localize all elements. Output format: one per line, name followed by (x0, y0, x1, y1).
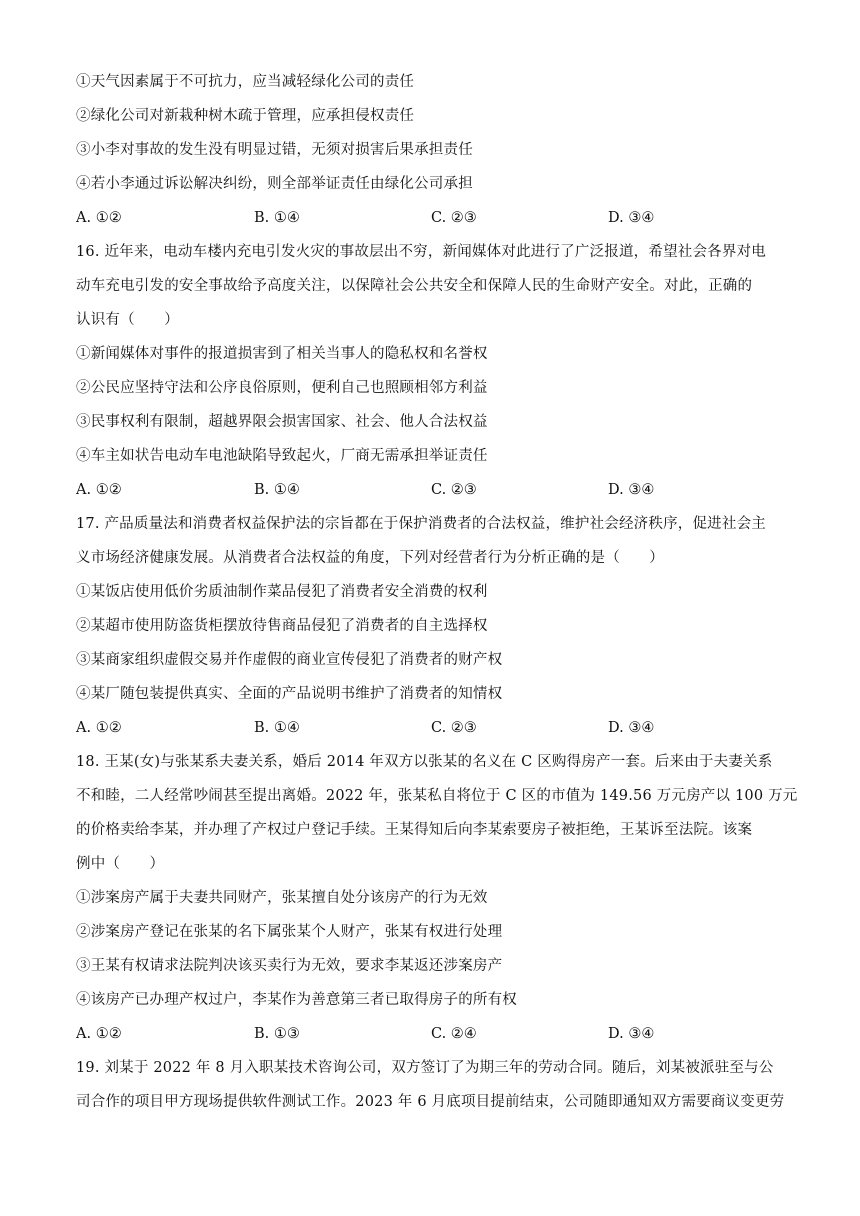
q16-statement-2: ②公民应坚持守法和公序良俗原则，便利自己也照顾相邻方利益 (76, 380, 488, 396)
q17-statement-2: ②某超市使用防盗货柜摆放待售商品侵犯了消费者的自主选择权 (76, 618, 488, 634)
q15-statement-1: ①天气因素属于不可抗力，应当减轻绿化公司的责任 (76, 74, 415, 90)
q16-option-a: A. ①② (76, 482, 122, 498)
q17-statement-4: ④某厂随包装提供真实、全面的产品说明书维护了消费者的知情权 (76, 686, 503, 702)
q15-option-c: C. ②③ (431, 210, 477, 226)
q18-statement-2: ②涉案房产登记在张某的名下属张某个人财产，张某有权进行处理 (76, 924, 503, 940)
q16-stem-line-2: 动车充电引发的安全事故给予高度关注，以保障社会公共安全和保障人民的生命财产安全。对此，正确的 (76, 278, 753, 294)
q18-option-c: C. ②④ (431, 1026, 477, 1042)
q18-stem-line-2: 不和睦，二人经常吵闹甚至提出离婚。2022 年，张某私自将位于 C 区的市值为 149.56 万元房产以 100 万元 (76, 788, 798, 804)
q16-statement-3: ③民事权利有限制，超越界限会损害国家、社会、他人合法权益 (76, 414, 488, 430)
q19-stem-line-1: 19. 刘某于 2022 年 8 月入职某技术咨询公司，双方签订了为期三年的劳动合同。随后，刘某被派驻至与公 (76, 1060, 774, 1076)
q15-statement-4: ④若小李通过诉讼解决纠纷，则全部举证责任由绿化公司承担 (76, 176, 473, 192)
q16-option-b: B. ①④ (254, 482, 300, 498)
q17-option-b: B. ①④ (254, 720, 300, 736)
q16-statement-1: ①新闻媒体对事件的报道损害到了相关当事人的隐私权和名誉权 (76, 346, 488, 362)
q15-statement-3: ③小李对事故的发生没有明显过错，无须对损害后果承担责任 (76, 142, 473, 158)
q16-option-c: C. ②③ (431, 482, 477, 498)
q18-option-a: A. ①② (76, 1026, 122, 1042)
q17-options (76, 718, 788, 738)
q18-statement-4: ④该房产已办理产权过户，李某作为善意第三者已取得房子的所有权 (76, 992, 517, 1008)
q15-options (76, 208, 788, 228)
q15-option-d: D. ③④ (608, 210, 655, 226)
q18-option-b: B. ①③ (254, 1026, 300, 1042)
q17-option-c: C. ②③ (431, 720, 477, 736)
q18-statement-1: ①涉案房产属于夫妻共同财产，张某擅自处分该房产的行为无效 (76, 890, 488, 906)
q18-stem-line-3: 的价格卖给李某，并办理了产权过户登记手续。王某得知后向李某索要房子被拒绝，王某诉至法院。该案 (76, 822, 753, 838)
q18-options (76, 1024, 788, 1044)
q18-option-d: D. ③④ (608, 1026, 655, 1042)
q17-stem-line-2: 义市场经济健康发展。从消费者合法权益的角度，下列对经营者行为分析正确的是（ ） (76, 550, 664, 566)
q18-stem-line-4: 例中（ ） (76, 856, 165, 872)
q16-statement-4: ④车主如状告电动车电池缺陷导致起火，厂商无需承担举证责任 (76, 448, 488, 464)
q18-statement-3: ③王某有权请求法院判决该买卖行为无效，要求李某返还涉案房产 (76, 958, 503, 974)
q17-statement-1: ①某饭店使用低价劣质油制作菜品侵犯了消费者安全消费的权利 (76, 584, 488, 600)
q17-option-d: D. ③④ (608, 720, 655, 736)
q17-option-a: A. ①② (76, 720, 122, 736)
q16-stem-line-3: 认识有（ ） (76, 312, 179, 328)
q18-stem-line-1: 18. 王某(女)与张某系夫妻关系，婚后 2014 年双方以张某的名义在 C 区购得房产一套。后来由于夫妻关系 (76, 754, 773, 770)
q16-option-d: D. ③④ (608, 482, 655, 498)
q15-statement-2: ②绿化公司对新栽种树木疏于管理，应承担侵权责任 (76, 108, 415, 124)
q16-stem-line-1: 16. 近年来，电动车楼内充电引发火灾的事故层出不穷，新闻媒体对此进行了广泛报道，希望社会各界对电 (76, 244, 766, 260)
q15-option-a: A. ①② (76, 210, 122, 226)
q15-option-b: B. ①④ (254, 210, 300, 226)
q17-statement-3: ③某商家组织虚假交易并作虚假的商业宣传侵犯了消费者的财产权 (76, 652, 503, 668)
q16-options (76, 480, 788, 500)
q19-stem-line-2: 司合作的项目甲方现场提供软件测试工作。2023 年 6 月底项目提前结束，公司随即通知双方需要商议变更劳 (76, 1094, 785, 1110)
q17-stem-line-1: 17. 产品质量法和消费者权益保护法的宗旨都在于保护消费者的合法权益，维护社会经济秩序，促进社会主 (76, 516, 766, 532)
